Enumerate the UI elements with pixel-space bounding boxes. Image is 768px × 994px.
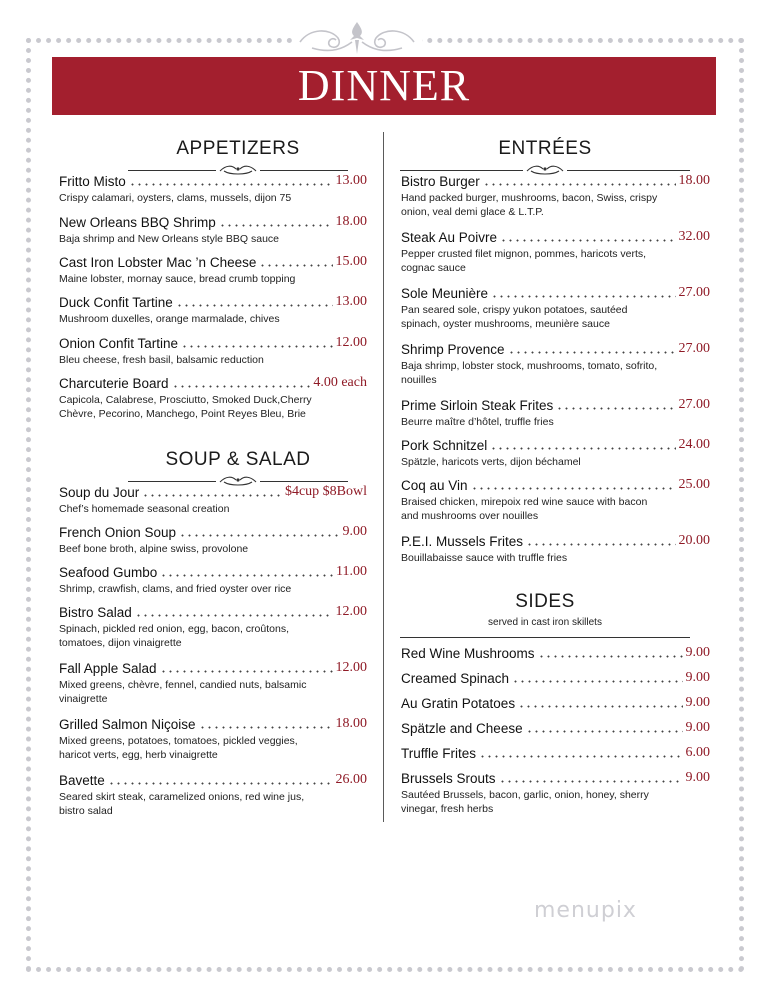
dot-leader (526, 543, 675, 546)
description-line: Bleu cheese, fresh basil, balsamic reduction (59, 354, 264, 366)
watermark-logo: menupix (534, 898, 637, 923)
description-line: vinaigrette (59, 693, 108, 706)
menu-item-price: 27.00 (678, 341, 710, 356)
menu-item-description (401, 247, 710, 276)
menu-item-price: 13.00 (335, 173, 367, 188)
menu-item-line (59, 172, 367, 189)
menu-item-description (59, 502, 367, 516)
sides-subtitle: served in cast iron skillets (488, 617, 602, 628)
menu-item (401, 644, 710, 661)
menu-item-name: P.E.I. Mussels Frites (401, 534, 524, 549)
menu-item-price: 27.00 (678, 285, 710, 300)
menu-item-line (401, 172, 710, 189)
description-line: Chèvre, Pecorino, Manchego, Point Reyes Bleu, Brie (59, 408, 306, 421)
dot-leader (176, 304, 333, 307)
menu-item (401, 476, 710, 524)
dot-leader (512, 680, 682, 683)
menu-item-name: Brussels Srouts (401, 771, 496, 786)
menu-item-price: 4.00 each (313, 375, 367, 390)
menu-item (401, 694, 710, 711)
dot-leader (491, 295, 675, 298)
menu-item (59, 603, 367, 651)
menu-item-description (401, 415, 710, 429)
menu-item-description (59, 790, 367, 819)
dot-leader (129, 183, 333, 186)
dot-leader (483, 183, 676, 186)
menu-item (401, 769, 710, 817)
dot-leader (172, 385, 311, 388)
dot-leader (499, 780, 683, 783)
menu-item (401, 396, 710, 429)
menu-item-name: Sole Meunière (401, 286, 489, 301)
menu-item-price: 9.00 (685, 770, 710, 785)
menu-item-line (401, 228, 710, 245)
menu-item (401, 340, 710, 388)
menu-item-line (59, 483, 367, 500)
description-line: Braised chicken, mirepoix red wine sauce with bacon (401, 496, 648, 508)
description-line: nouilles (401, 374, 437, 387)
menu-item-price: 9.00 (685, 695, 710, 710)
menu-item-name: French Onion Soup (59, 525, 177, 540)
dot-leader (490, 447, 675, 450)
soup-salad-heading (128, 450, 348, 485)
menu-item-price: 13.00 (335, 294, 367, 309)
dot-leader (471, 487, 676, 490)
entrees-title: ENTRÉES (498, 138, 592, 159)
description-line: Mushroom duxelles, orange marmalade, chives (59, 313, 280, 325)
description-line: Hand packed burger, mushrooms, bacon, Swiss, crispy (401, 192, 658, 204)
menu-item-line (401, 284, 710, 301)
appetizers-heading (128, 139, 348, 174)
menu-item-name: Fall Apple Salad (59, 661, 157, 676)
menu-item-line (59, 523, 367, 540)
menu-item-line (59, 603, 367, 620)
description-line: vinegar, fresh herbs (401, 803, 494, 816)
menu-item-name: Grilled Salmon Niçoise (59, 717, 196, 732)
dot-leader (526, 730, 683, 733)
menu-item-name: Bistro Burger (401, 174, 480, 189)
menu-item-description (59, 678, 367, 707)
dot-leader (142, 494, 282, 497)
menu-item-price: 18.00 (335, 716, 367, 731)
description-line: Baja shrimp and New Orleans style BBQ sauce (59, 233, 280, 245)
menu-item-price: 12.00 (335, 604, 367, 619)
menu-item-line (401, 340, 710, 357)
description-line: Pepper crusted filet mignon, pommes, haricots verts, (401, 248, 647, 260)
menu-item (59, 334, 367, 367)
menu-item-name: Seafood Gumbo (59, 565, 158, 580)
menu-item-description (59, 393, 367, 422)
menu-item (401, 436, 710, 469)
description-line: cognac sauce (401, 262, 466, 275)
description-line: onion, veal demi glace & L.T.P. (401, 206, 544, 219)
menu-item-line (401, 476, 710, 493)
dot-leader (259, 264, 332, 267)
menu-item-line (401, 436, 710, 453)
menu-item-price: 9.00 (342, 524, 367, 539)
menu-item-description (59, 272, 367, 286)
menu-item-name: Steak Au Poivre (401, 230, 498, 245)
menu-item-description (59, 622, 367, 651)
menu-item-description (401, 303, 710, 332)
dot-leader (479, 755, 682, 758)
menu-item-name: Shrimp Provence (401, 342, 505, 357)
menu-item-line (401, 532, 710, 549)
menu-item-name: Red Wine Mushrooms (401, 646, 535, 661)
menu-item-description (401, 551, 710, 565)
scroll-ornament-icon (292, 18, 422, 58)
menu-item-name: Duck Confit Tartine (59, 295, 173, 310)
menu-item-price: 27.00 (678, 397, 710, 412)
menu-item-name: Pork Schnitzel (401, 438, 488, 453)
description-line: Maine lobster, mornay sauce, bread crumb topping (59, 273, 296, 285)
soup-salad-title: SOUP & SALAD (165, 449, 311, 470)
menu-item (59, 771, 367, 819)
menu-item-line (59, 374, 367, 391)
menu-item (401, 284, 710, 332)
description-line: Crispy calamari, oysters, clams, mussels, dijon 75 (59, 192, 292, 204)
menu-item-name: Truffle Frites (401, 746, 477, 761)
column-divider (383, 132, 384, 822)
description-line: Spinach, pickled red onion, egg, bacon, croûtons, (59, 623, 289, 635)
menu-item-description (59, 542, 367, 556)
menu-item (59, 213, 367, 246)
menu-item-description (59, 734, 367, 763)
dot-leader (199, 726, 333, 729)
sides-title: SIDES (515, 591, 575, 612)
menu-item-name: Spätzle and Cheese (401, 721, 523, 736)
menu-item-line (401, 669, 710, 686)
description-line: Pan seared sole, crispy yukon potatoes, sautéed (401, 304, 628, 316)
appetizers-title: APPETIZERS (176, 138, 300, 159)
menu-item (401, 172, 710, 220)
description-line: Mixed greens, chèvre, fennel, candied nuts, balsamic (59, 679, 307, 691)
description-line: Baja shrimp, lobster stock, mushrooms, tomato, sofrito, (401, 360, 658, 372)
menu-item-price: 12.00 (335, 660, 367, 675)
menu-item (59, 659, 367, 707)
menu-item-description (401, 191, 710, 220)
menu-item-description (59, 312, 367, 326)
dot-leader (508, 351, 676, 354)
description-line: Chef’s homemade seasonal creation (59, 503, 230, 515)
dot-leader (108, 782, 333, 785)
menu-item-name: Bavette (59, 773, 105, 788)
menu-item (59, 483, 367, 516)
menu-item-price: 20.00 (678, 533, 710, 548)
menu-item-description (59, 353, 367, 367)
menu-item-price: 9.00 (685, 645, 710, 660)
menu-item-description (59, 582, 367, 596)
menu-item-price: 25.00 (678, 477, 710, 492)
menu-item-price: 32.00 (678, 229, 710, 244)
dot-leader (538, 655, 683, 658)
menu-item-line (401, 644, 710, 661)
description-line: tomatoes, dijon vinaigrette (59, 637, 182, 650)
menu-item (59, 563, 367, 596)
menu-item-line (59, 334, 367, 351)
menu-item-price: 11.00 (336, 564, 367, 579)
menu-item-name: Charcuterie Board (59, 376, 169, 391)
description-line: Spätzle, haricots verts, dijon béchamel (401, 456, 581, 468)
description-line: Mixed greens, potatoes, tomatoes, pickled veggies, (59, 735, 298, 747)
menu-item-line (59, 659, 367, 676)
menu-item (59, 172, 367, 205)
menu-item (59, 293, 367, 326)
menu-item (59, 253, 367, 286)
menu-item-line (401, 769, 710, 786)
menu-item-line (401, 694, 710, 711)
menu-item-line (59, 715, 367, 732)
menu-item-price: 15.00 (335, 254, 367, 269)
dot-leader (219, 224, 333, 227)
dot-leader (160, 574, 333, 577)
menu-item-line (401, 396, 710, 413)
page-title: DINNER (297, 61, 471, 110)
menu-item-line (401, 744, 710, 761)
menu-item-price: 18.00 (335, 214, 367, 229)
menu-item-name: Cast Iron Lobster Mac ’n Cheese (59, 255, 257, 270)
description-line: haricot verts, egg, herb vinaigrette (59, 749, 218, 762)
menu-item-description (59, 232, 367, 246)
description-line: Capicola, Calabrese, Prosciutto, Smoked Duck,Cherry (59, 394, 312, 406)
menu-item-name: Coq au Vin (401, 478, 468, 493)
menu-item-name: Au Gratin Potatoes (401, 696, 516, 711)
menu-item-line (401, 719, 710, 736)
dot-leader (500, 239, 675, 242)
description-line: spinach, oyster mushrooms, meunière sauce (401, 318, 610, 331)
menu-item-name: New Orleans BBQ Shrimp (59, 215, 216, 230)
menu-item-price: 9.00 (685, 670, 710, 685)
menu-item-price: 18.00 (678, 173, 710, 188)
dinner-banner (52, 57, 716, 115)
description-line: bistro salad (59, 805, 113, 818)
menu-item-price: 26.00 (335, 772, 367, 787)
dot-leader (160, 670, 333, 673)
dot-leader (135, 614, 333, 617)
menu-item-name: Bistro Salad (59, 605, 132, 620)
menu-item-description (59, 191, 367, 205)
menu-item (401, 228, 710, 276)
menu-item-name: Onion Confit Tartine (59, 336, 179, 351)
menu-item (59, 715, 367, 763)
menu-item-line (59, 293, 367, 310)
menu-item-name: Fritto Misto (59, 174, 126, 189)
menu-item-name: Prime Sirloin Steak Frites (401, 398, 554, 413)
description-line: Bouillabaisse sauce with truffle fries (401, 552, 568, 564)
description-line: Beef bone broth, alpine swiss, provolone (59, 543, 249, 555)
menu-item (59, 523, 367, 556)
dot-leader (179, 534, 339, 537)
menu-item (401, 669, 710, 686)
menu-item-line (59, 213, 367, 230)
menu-item (401, 719, 710, 736)
dot-leader (181, 345, 332, 348)
menu-item-description (401, 788, 710, 817)
menu-item-price: 9.00 (685, 720, 710, 735)
description-line: Beurre maître d’hôtel, truffle fries (401, 416, 554, 428)
sides-heading (400, 592, 690, 628)
description-line: Seared skirt steak, caramelized onions, red wine jus, (59, 791, 305, 803)
menu-item-price: $4cup $8Bowl (284, 484, 367, 499)
dot-leader (556, 407, 675, 410)
menu-item-name: Creamed Spinach (401, 671, 510, 686)
menu-item-name: Soup du Jour (59, 485, 140, 500)
menu-item-description (401, 359, 710, 388)
entrees-heading (400, 139, 690, 174)
menu-item-line (59, 253, 367, 270)
menu-item-price: 24.00 (678, 437, 710, 452)
menu-item (401, 744, 710, 761)
menu-item-line (59, 563, 367, 580)
menu-item (59, 374, 367, 422)
menu-item (401, 532, 710, 565)
description-line: and mushrooms over nouilles (401, 510, 539, 523)
menu-item-description (401, 495, 710, 524)
menu-item-line (59, 771, 367, 788)
menu-item-description (401, 455, 710, 469)
menu-item-price: 12.00 (335, 335, 367, 350)
description-line: Sautéed Brussels, bacon, garlic, onion, honey, sherry (401, 789, 649, 801)
dot-leader (518, 705, 682, 708)
description-line: Shrimp, crawfish, clams, and fried oyster over rice (59, 583, 292, 595)
menu-item-price: 6.00 (685, 745, 710, 760)
